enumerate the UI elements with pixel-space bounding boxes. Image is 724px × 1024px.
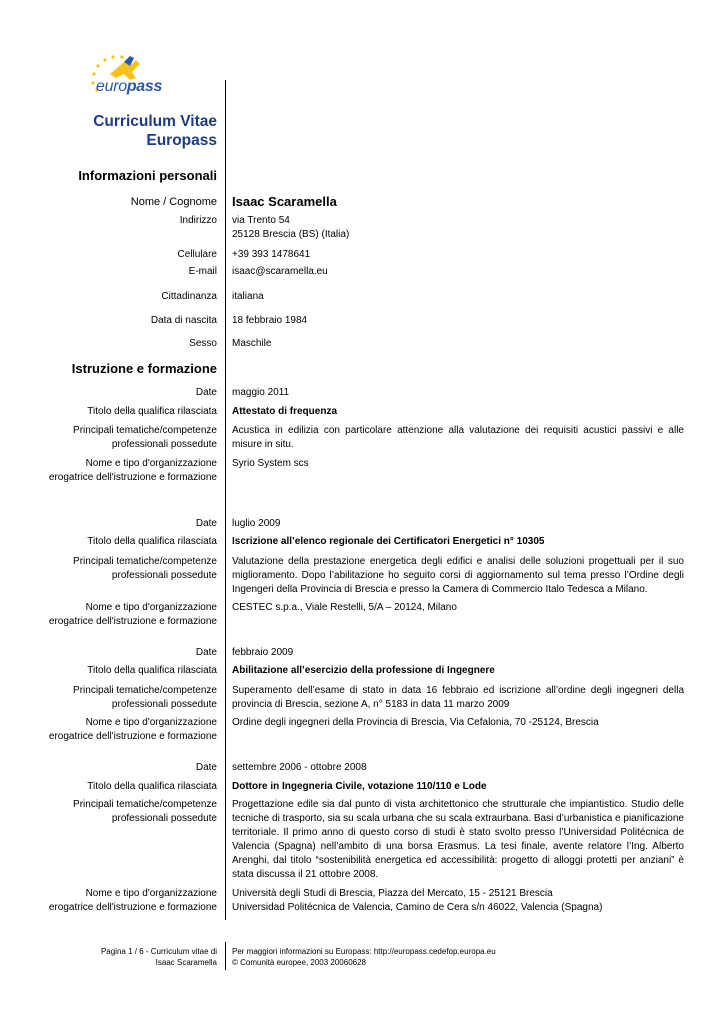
footer-copyright [232,946,496,968]
skills-label: Principali tematiche/competenze professionali possedute [73,685,217,710]
edu-3-title: Abilitazione all’esercizio della professione di Ingegnere [232,665,495,676]
edu-4-org-line-1: Università degli Studi di Brescia, Piazza del Mercato, 15 - 25121 Brescia [232,888,553,899]
footer-vertical-rule [225,942,226,970]
edu-1-skills: Acustica in edilizia con particolare attenzione alla valutazione dei requisiti acustici passivi e alle misure in situ. [232,425,684,450]
edu-2-date: luglio 2009 [232,518,281,529]
footer-europass-link[interactable]: Per maggiori informazioni su Europass: http://europass.cedefop.europa.eu [232,947,496,956]
citizenship-value: italiana [232,291,264,302]
edu-1-title: Attestato di frequenza [232,406,338,417]
edu-4-org-line-2: Universidad Politécnica de Valencia, Camino de Cera s/n 46022, Valencia (Spagna) [232,902,603,913]
email-label: E-mail [188,266,217,277]
edu-3-date: febbraio 2009 [232,647,294,658]
date-label: Date [195,387,217,398]
org-label: Nome e tipo d'organizzazione erogatrice dell'istruzione e formazione [48,717,217,742]
cv-title-line2: Europass [146,132,217,149]
title-label: Titolo della qualifica rilasciata [87,665,217,676]
edu-4-skills: Progettazione edile sia dal punto di vista architettonico che strutturale che impiantistico. Studio delle tecniche di trasporto, sia su scala urbana che su scala extraurbana. Basi d’urbanistica e pianificazione territoriale. Il primo anno di questo corso di studi è stato svolto presso l’Universidad Politécnica de Valencia (Spagna) nell’ambito di una borsa Erasmus. La tesi finale, avente relatore l’Ing. Alberto Arenghi, dal titolo “sostenibilità energetica ed accessibilità: progetto di alloggi protetti per anziani” è stata discussa il 21 ottobre 2008. [232,799,684,880]
sex-label: Sesso [189,338,217,349]
footer-copyright-text: © Comunità europee, 2003 20060628 [232,958,366,967]
edu-3-skills: Superamento dell’esame di stato in data 16 febbraio ed iscrizione all’ordine degli ingegneri della provincia di Brescia, sezione A, n° 5183 in data 11 marzo 2009 [232,685,684,710]
title-label: Titolo della qualifica rilasciata [87,536,217,547]
section-education: Istruzione e formazione [71,361,217,376]
name-value: Isaac Scaramella [232,194,337,209]
address-line-1: via Trento 54 [232,215,290,226]
address-line-2: 25128 Brescia (BS) (Italia) [232,229,350,240]
cv-title-line1: Curriculum Vitae [93,113,217,130]
name-label: Nome / Cognome [130,196,217,208]
edu-2-title: Iscrizione all’elenco regionale dei Certificatori Energetici n° 10305 [232,536,545,547]
org-label: Nome e tipo d'organizzazione erogatrice dell'istruzione e formazione [48,888,217,913]
edu-4-date: settembre 2006 - ottobre 2008 [232,762,367,773]
edu-4-title: Dottore in Ingegneria Civile, votazione 110/110 e Lode [232,781,487,792]
mobile-value: +39 393 1478641 [232,249,311,260]
mobile-label: Cellulare [177,249,217,260]
date-label: Date [195,518,217,529]
edu-3-org: Ordine degli ingegneri della Provincia di Brescia, Via Cefalonia, 70 -25124, Brescia [232,717,599,728]
org-label: Nome e tipo d'organizzazione erogatrice dell'istruzione e formazione [48,458,217,483]
cv-title [93,112,217,150]
email-link[interactable]: isaac@scaramella.eu [232,266,328,277]
skills-label: Principali tematiche/competenze professionali possedute [73,425,217,450]
date-label: Date [195,647,217,658]
section-personal-info: Informazioni personali [78,168,217,183]
footer-page-info: Pagina 1 / 6 - Curriculum vitae di Isaac Scaramella [100,947,217,967]
date-label: Date [195,762,217,773]
edu-4-org [232,887,684,915]
title-label: Titolo della qualifica rilasciata [87,406,217,417]
birth-value: 18 febbraio 1984 [232,315,308,326]
citizenship-label: Cittadinanza [161,291,217,302]
edu-1-date: maggio 2011 [232,387,290,398]
edu-2-org: CESTEC s.p.a., Viale Restelli, 5/A – 20124, Milano [232,602,457,613]
address-label: Indirizzo [179,215,217,226]
skills-label: Principali tematiche/competenze professionali possedute [73,556,217,581]
address-value [232,214,684,242]
edu-1-org: Syrio System scs [232,458,309,469]
top-vertical-rule [225,80,226,920]
skills-label: Principali tematiche/competenze professionali possedute [73,799,217,824]
europass-wordmark: europass [96,78,163,95]
title-label: Titolo della qualifica rilasciata [87,781,217,792]
sex-value: Maschile [232,338,272,349]
birth-label: Data di nascita [150,315,217,326]
org-label: Nome e tipo d'organizzazione erogatrice dell'istruzione e formazione [48,602,217,627]
edu-2-skills: Valutazione della prestazione energetica degli edifici e analisi delle soluzioni progettuali per il suo miglioramento. Dopo l’abilitazione ho seguito corsi di aggiornamento sul tema presso l’Ordine degli Ingengeri della Provincia di Brescia e presso la Camera di Commercio Italo Tedesca a Milano. [232,556,684,595]
